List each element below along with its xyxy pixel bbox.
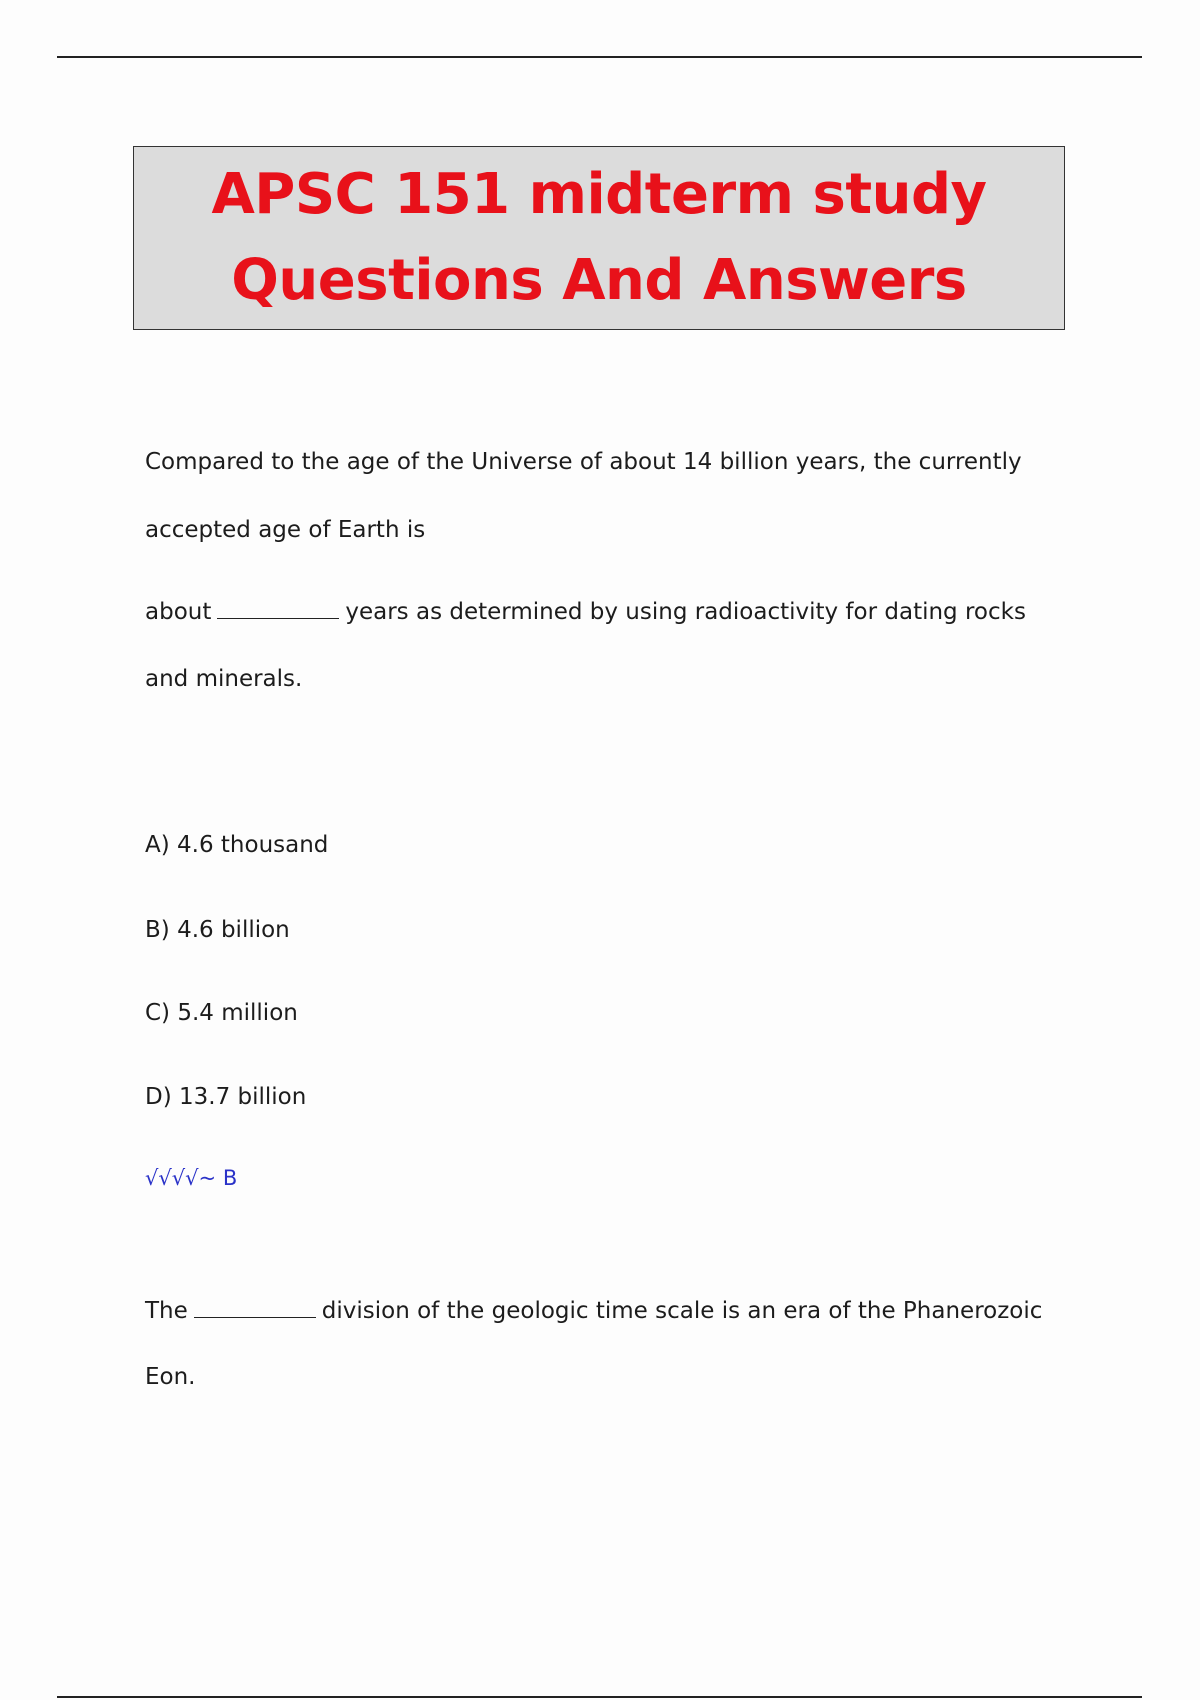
bottom-divider [57, 1696, 1142, 1698]
answer-key [145, 1163, 237, 1193]
answer-letter: B [222, 1166, 238, 1190]
answer-blank [217, 618, 339, 619]
question-2-line-1 [145, 1296, 1042, 1326]
question-1-line-4: and minerals. [145, 666, 303, 692]
question-1-line-1: Compared to the age of the Universe of about 14 billion years, the currently [145, 449, 1022, 475]
question-1-line-3 [145, 597, 1026, 627]
answer-blank [194, 1317, 316, 1318]
document-title-line-2: Questions And Answers [231, 248, 967, 313]
top-divider [57, 56, 1142, 58]
option-d: D) 13.7 billion [145, 1084, 307, 1110]
question-2-line-1-end: division of the geologic time scale is an era of the Phanerozoic [321, 1298, 1043, 1324]
title-banner [133, 146, 1065, 330]
question-1-line-2: accepted age of Earth is [145, 517, 426, 543]
question-2-line-2: Eon. [145, 1364, 196, 1390]
option-b: B) 4.6 billion [145, 917, 290, 943]
option-c: C) 5.4 million [145, 1000, 298, 1026]
question-2-line-1-start: The [145, 1298, 188, 1324]
option-a: A) 4.6 thousand [145, 832, 329, 858]
document-title-line-1: APSC 151 midterm study [211, 162, 987, 227]
question-1-line-3-start: about [145, 599, 212, 625]
check-marks: √√√√~ [145, 1166, 217, 1190]
question-1-line-3-end: years as determined by using radioactivity for dating rocks [345, 599, 1026, 625]
